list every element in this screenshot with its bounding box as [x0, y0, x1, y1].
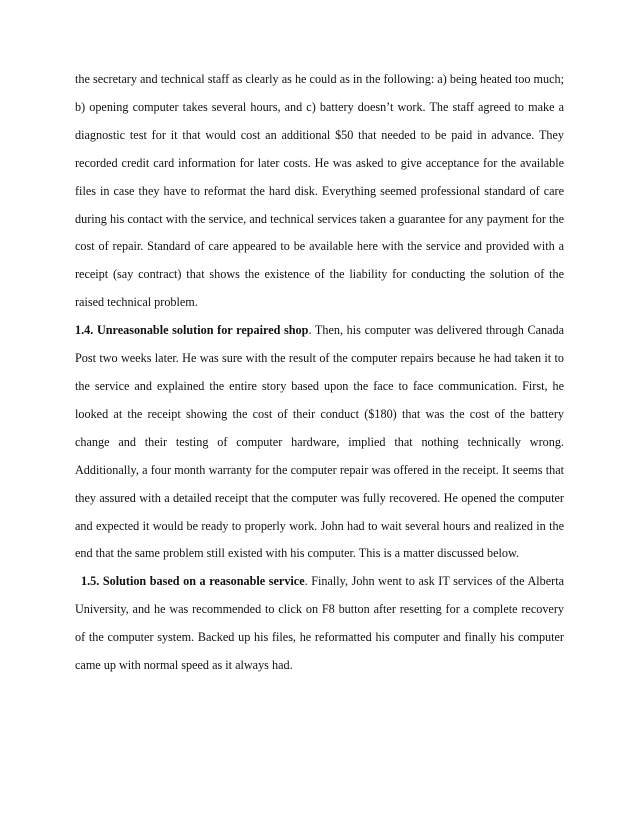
paragraph-section-1-5: [75, 568, 564, 680]
section-1-4-heading: 1.4. Unreasonable solution for repaired shop: [75, 323, 309, 338]
section-1-5-text: . Finally, John went to ask IT services of the Alberta University, and he was recommended to click on F8 button after resetting for a complete recovery of the computer system. Backed up his files, he reformatted his computer and finally his computer came up with normal speed as it always had.: [75, 574, 564, 673]
section-1-5-heading: 1.5. Solution based on a reasonable service: [81, 574, 305, 589]
section-1-4-text: . Then, his computer was delivered through Canada Post two weeks later. He was sure with the result of the computer repairs because he had taken it to the service and explained the entire story based upon the face to face communication. First, he looked at the receipt showing the cost of their conduct ($180) that was the cost of the battery change and their testing of computer hardware, implied that nothing technically wrong. Additionally, a four month warranty for the computer repair was offered in the receipt. It seems that they assured with a detailed receipt that the computer was fully recovered. He opened the computer and expected it would be ready to properly work. John had to wait several hours and realized in the end that the same problem still existed with his computer. This is a matter discussed below.: [75, 323, 564, 561]
paragraph-intro: the secretary and technical staff as clearly as he could as in the following: a) being heated too much; b) opening computer takes several hours, and c) battery doesn’t work. The staff agreed to make a diagnostic test for it that would cost an additional $50 that needed to be paid in advance. They recorded credit card information for later costs. He was asked to give acceptance for the available files in case they have to reformat the hard disk. Everything seemed professional standard of care during his contact with the service, and technical services taken a guarantee for any payment for the cost of repair. Standard of care appeared to be available here with the service and provided with a receipt (say contract) that shows the existence of the liability for conducting the solution of the raised technical problem.: [75, 72, 564, 310]
paragraph-section-1-4: [75, 317, 564, 568]
document-body: [75, 66, 564, 680]
